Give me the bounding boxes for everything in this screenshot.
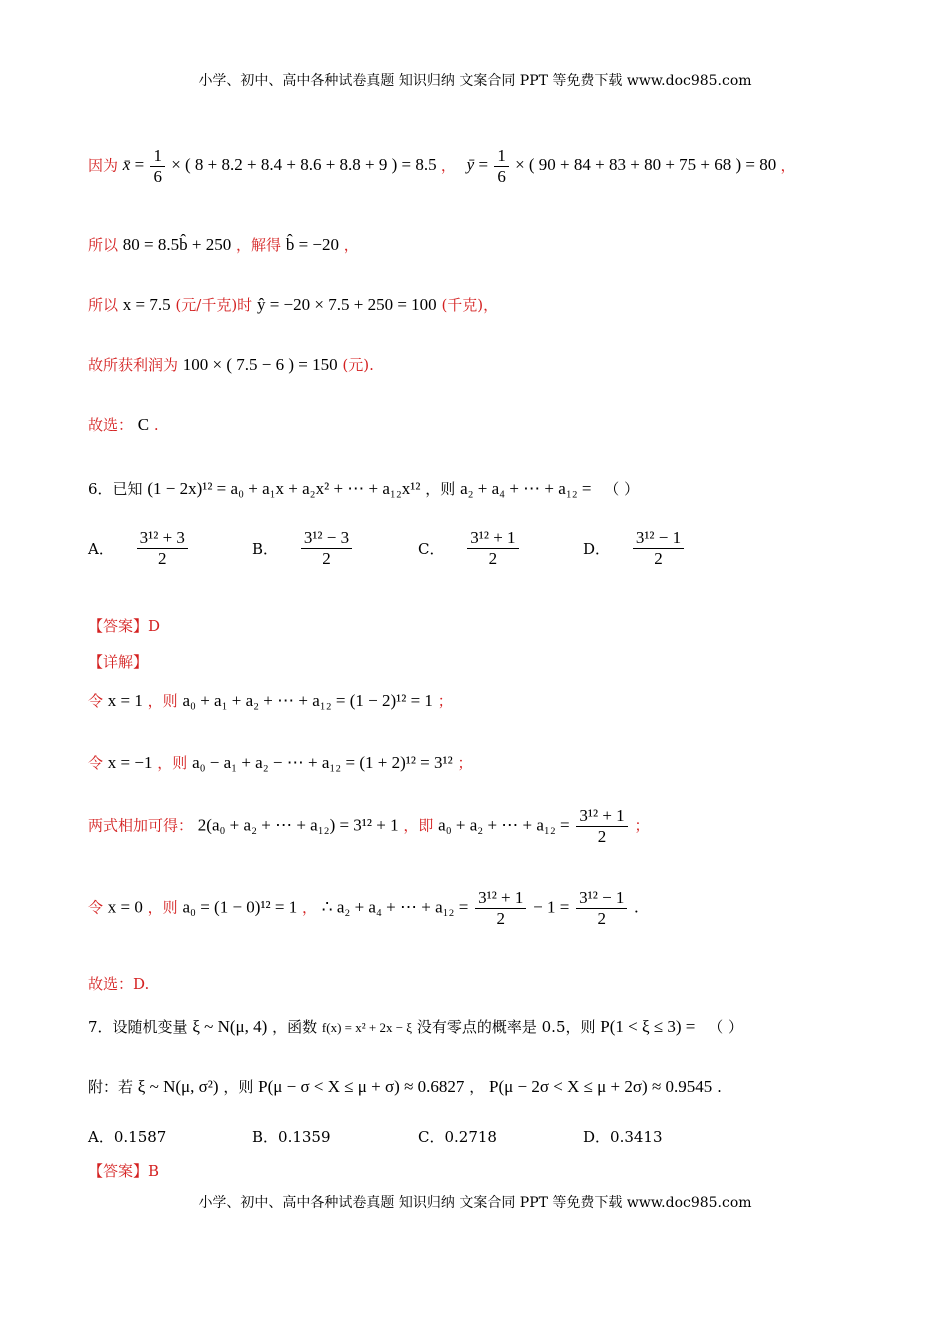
page-header: 小学、初中、高中各种试卷真题 知识归纳 文案合同 PPT 等免费下载 www.doc985.com — [198, 73, 752, 89]
q7-stem: 7．设随机变量 ξ ~ N(μ, 4) ，函数 f(x) = x² + 2x − ξ 没有零点的概率是 0.5，则 P(1 < ξ ≤ 3) = （ ） — [88, 1017, 743, 1036]
q6-detail-label: 【详解】 — [88, 653, 149, 671]
q7-option-b: B．0.1359 — [252, 1128, 331, 1146]
solution-line-choice: 故选： C . — [88, 415, 159, 434]
q6-step-4: 令 x = 0 ，则 a₀ = (1 − 0)¹² = 1 ， ∴ a₂ + a₄ + ⋯ + a₁₂ = $\frac{\text{3¹² + 1}}{2}$ − 1 = $\frac{\text{3¹² − 1}}{2}$ . — [88, 888, 639, 928]
q7-option-c: C．0.2718 — [418, 1128, 497, 1146]
q6-option-d: D． $\frac{\text{3¹² − 1}}{2}$ — [583, 528, 686, 569]
q6-answer: 【答案】D — [88, 617, 161, 635]
answer-blank: （ ） — [708, 1018, 743, 1036]
q6-expansion: (1 − 2x)¹² = a₀ + a₁x + a₂x² + ⋯ + a₁₂x¹² — [147, 479, 421, 498]
xbar-equation: × ( 8 + 8.2 + 8.4 + 8.6 + 8.8 + 9 ) = 8.5 — [171, 155, 437, 175]
answer-blank: （ ） — [604, 480, 640, 498]
solution-line-b: 所以 80 = 8.5b̂ + 250 ，解得 b̂ = −20 ， — [88, 235, 359, 254]
page-footer: 小学、初中、高中各种试卷真题 知识归纳 文案合同 PPT 等免费下载 www.doc985.com — [198, 1195, 752, 1211]
solution-line-means: 因为 x̄ = $\frac{1}{6}$ × ( 8 + 8.2 + 8.4 + 8.6 + 8.8 + 9 ) = 8.5 ， ȳ = $\frac{1}{6}$ × ( 90 + 84 + 83 + 80 + 75 + 68 ) = 80 ， — [88, 146, 796, 186]
q7-option-a: A．0.1587 — [88, 1128, 167, 1146]
q7-option-d: D．0.3413 — [583, 1128, 663, 1146]
profit-equation: 100 × ( 7.5 − 6 ) = 150 — [182, 355, 338, 374]
q6-step-3: 两式相加可得： 2(a₀ + a₂ + ⋯ + a₁₂) = 3¹² + 1 ，即 a₀ + a₂ + ⋯ + a₁₂ = $\frac{\text{3¹² + 1}}{2}$ ； — [88, 806, 650, 846]
q6-option-a: A． $\frac{\text{3¹² + 3}}{2}$ — [88, 528, 190, 569]
q6-option-c: C． $\frac{\text{3¹² + 1}}{2}$ — [418, 528, 521, 569]
solution-line-y: 所以 x = 7.5 (元/千克)时 ŷ = −20 × 7.5 + 250 = 100 (千克)， — [88, 295, 499, 314]
q7-note: 附：若 ξ ~ N(μ, σ²) ，则 P(μ − σ < X ≤ μ + σ) ≈ 0.6827 ， P(μ − 2σ < X ≤ μ + 2σ) ≈ 0.9545 . — [88, 1077, 722, 1096]
y-equation: ŷ = −20 × 7.5 + 250 = 100 — [256, 295, 437, 314]
ybar-equation: × ( 90 + 84 + 83 + 80 + 75 + 68 ) = 80 — [515, 155, 777, 175]
solution-line-profit: 故所获利润为 100 × ( 7.5 − 6 ) = 150 (元). — [88, 355, 374, 374]
x-value: x = 7.5 — [122, 295, 171, 314]
choice-value: C — [137, 415, 150, 434]
q6-option-b: B． $\frac{\text{3¹² − 3}}{2}$ — [252, 528, 354, 569]
q6-step-2: 令 x = −1 ，则 a₀ − a₁ + a₂ − ⋯ + a₁₂ = (1 + 2)¹² = 3¹² ； — [88, 753, 473, 772]
q7-answer: 【答案】B — [88, 1162, 160, 1180]
b-equation: 80 = 8.5b̂ + 250 — [122, 235, 232, 254]
solution-prefix: 因为 — [88, 156, 119, 175]
q6-conclusion: 故选：D. — [88, 975, 150, 993]
q6-target: a₂ + a₄ + ⋯ + a₁₂ = — [460, 479, 592, 498]
b-value: b̂ = −20 — [285, 235, 339, 254]
q6-step-1: 令 x = 1 ，则 a₀ + a₁ + a₂ + ⋯ + a₁₂ = (1 − 2)¹² = 1 ； — [88, 691, 453, 710]
q6-stem: 6．已知 (1 − 2x)¹² = a₀ + a₁x + a₂x² + ⋯ + a₁₂x¹² ，则 a₂ + a₄ + ⋯ + a₁₂ = （ ） — [88, 479, 640, 498]
